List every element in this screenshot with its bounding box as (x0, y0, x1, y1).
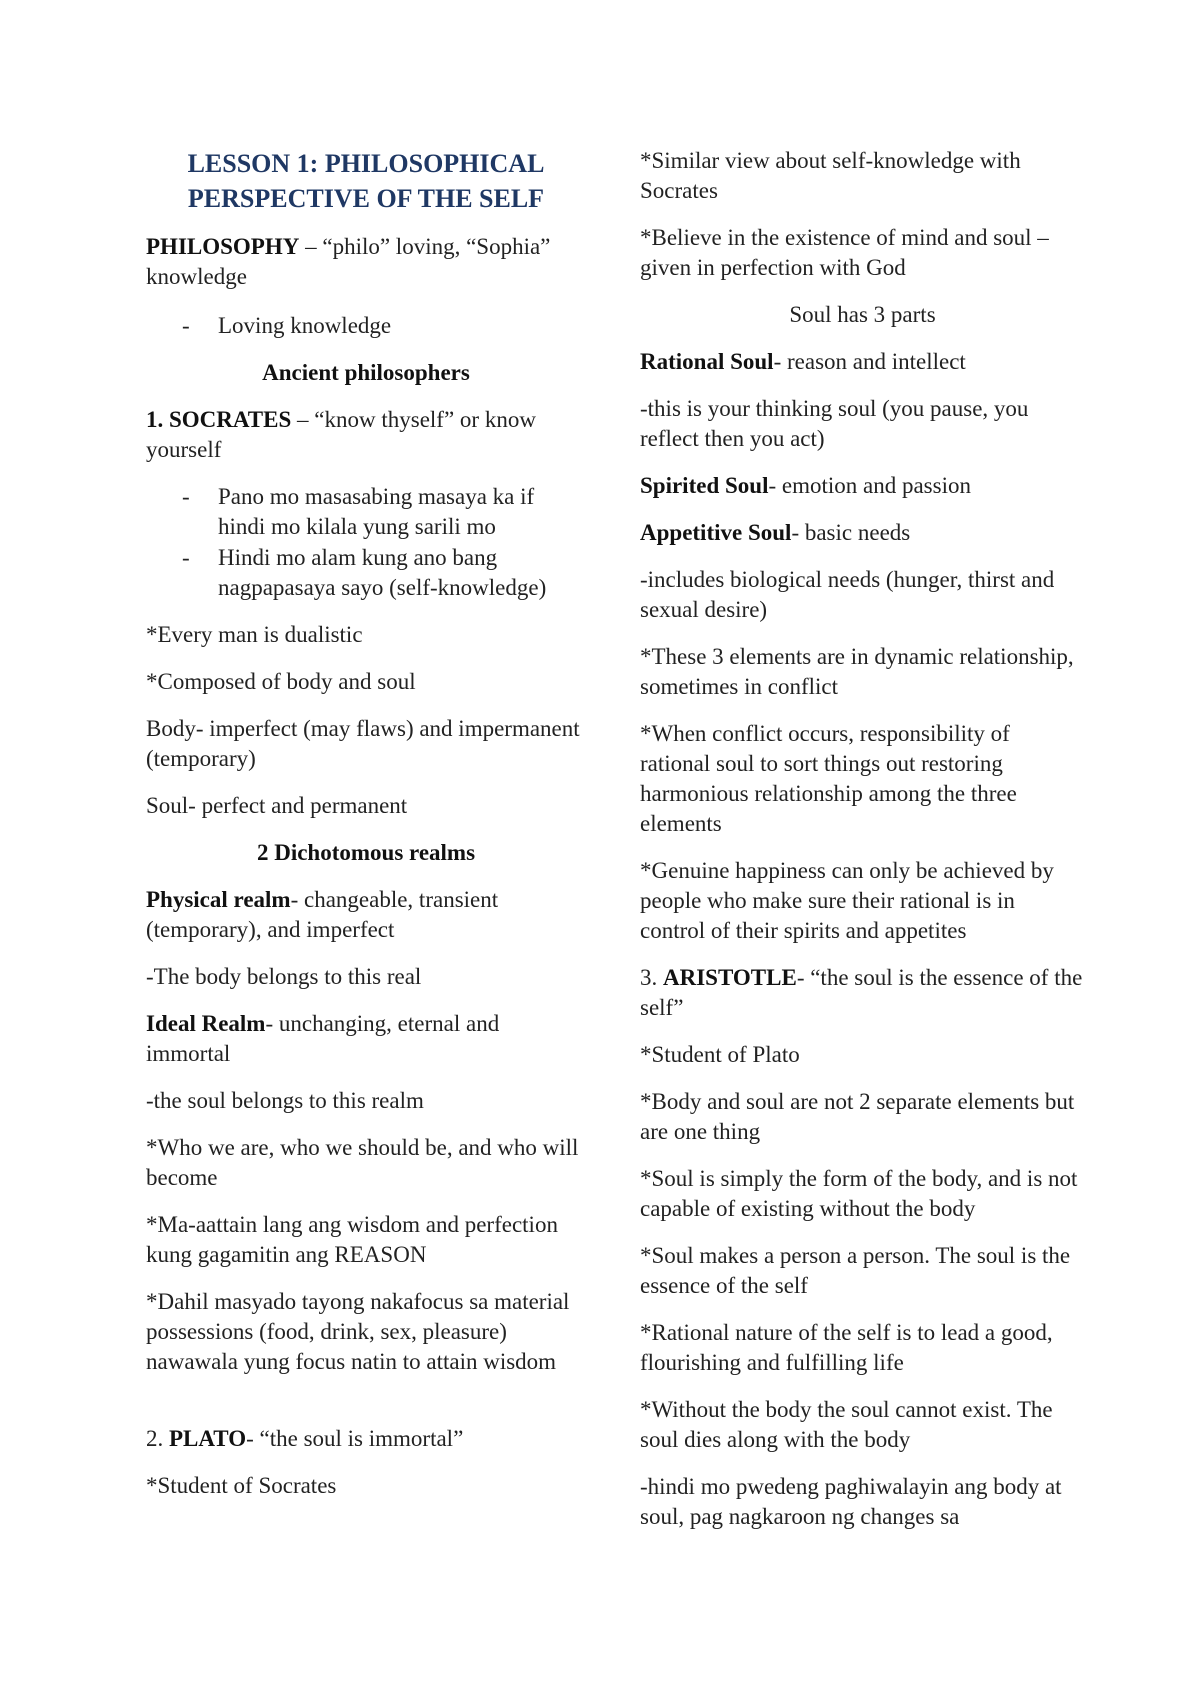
physical-realm-text: - changeable, transient (temporary), and imperfect (146, 887, 499, 942)
paragraph: *Without the body the soul cannot exist. The soul dies along with the body (640, 1397, 1053, 1452)
plato-num: 2. (146, 1426, 169, 1451)
lesson-title (146, 146, 586, 216)
socrates-name: SOCRATES (169, 407, 292, 432)
ancient-philosophers-heading: Ancient philosophers (262, 360, 470, 385)
paragraph: *Ma-aattain lang ang wisdom and perfection kung gagamitin ang REASON (146, 1212, 558, 1267)
appetitive-soul-text: - basic needs (791, 520, 911, 545)
socrates-num: 1. (146, 407, 169, 432)
socrates-heading (146, 405, 586, 465)
rational-soul-paragraph (640, 347, 1085, 377)
aristotle-text: - “the soul is the essence of the self” (640, 965, 1083, 1020)
physical-realm-paragraph (146, 885, 586, 945)
rational-soul-text: - reason and intellect (773, 349, 966, 374)
ideal-realm-text: - unchanging, eternal and immortal (146, 1011, 500, 1066)
paragraph: Body- imperfect (may flaws) and impermanent (temporary) (146, 716, 580, 771)
rational-soul-term: Rational Soul (640, 349, 774, 374)
paragraph: *Soul is simply the form of the body, and is not capable of existing without the body (640, 1166, 1078, 1221)
lesson-title-line2: PERSPECTIVE OF THE SELF (187, 184, 545, 213)
ideal-realm-term: Ideal Realm (146, 1011, 266, 1036)
appetitive-soul-term: Appetitive Soul (640, 520, 792, 545)
paragraph: *When conflict occurs, responsibility of rational soul to sort things out restoring harmonious relationship among the three elements (640, 721, 1017, 836)
aristotle-heading (640, 963, 1085, 1023)
paragraph: *Student of Socrates (146, 1473, 337, 1498)
paragraph: -The body belongs to this real (146, 964, 422, 989)
paragraph: -this is your thinking soul (you pause, you reflect then you act) (640, 396, 1029, 451)
soul-parts-heading: Soul has 3 parts (789, 302, 936, 327)
paragraph: *These 3 elements are in dynamic relationship, sometimes in conflict (640, 644, 1074, 699)
list-item-text: Pano mo masasabing masaya ka if hindi mo kilala yung sarili mo (218, 484, 535, 539)
paragraph: *Who we are, who we should be, and who will become (146, 1135, 579, 1190)
paragraph: *Similar view about self-knowledge with Socrates (640, 148, 1021, 203)
spirited-soul-paragraph (640, 471, 1085, 501)
paragraph: *Rational nature of the self is to lead a good, flourishing and fulfilling life (640, 1320, 1053, 1375)
philosophy-term: PHILOSOPHY (146, 234, 300, 259)
socrates-text: – “know thyself” or know yourself (146, 407, 536, 462)
list-item (146, 311, 586, 341)
appetitive-soul-paragraph (640, 518, 1085, 548)
dash-marker: - (182, 545, 190, 570)
physical-realm-term: Physical realm (146, 887, 291, 912)
plato-heading (146, 1424, 586, 1454)
dash-marker: - (182, 313, 190, 338)
dash-marker: - (182, 484, 190, 509)
list-item (146, 482, 586, 542)
paragraph: *Body and soul are not 2 separate elements but are one thing (640, 1089, 1075, 1144)
plato-name: PLATO (169, 1426, 247, 1451)
paragraph: *Soul makes a person a person. The soul is the essence of the self (640, 1243, 1071, 1298)
aristotle-num: 3. (640, 965, 663, 990)
paragraph: *Student of Plato (640, 1042, 800, 1067)
list-item (146, 543, 586, 603)
paragraph: Soul- perfect and permanent (146, 793, 408, 818)
philosophy-def: – “philo” loving, “Sophia” knowledge (146, 234, 551, 289)
philosophy-definition (146, 232, 586, 292)
list-item-text: Hindi mo alam kung ano bang nagpapasaya sayo (self-knowledge) (218, 545, 547, 600)
dichotomous-realms-heading: 2 Dichotomous realms (256, 840, 476, 865)
paragraph: -hindi mo pwedeng paghiwalayin ang body at soul, pag nagkaroon ng changes sa (640, 1474, 1062, 1529)
plato-text: - “the soul is immortal” (246, 1426, 464, 1451)
paragraph: -includes biological needs (hunger, thirst and sexual desire) (640, 567, 1055, 622)
paragraph: *Dahil masyado tayong nakafocus sa material possessions (food, drink, sex, pleasure) nawawala yung focus natin to attain wisdom (146, 1289, 570, 1374)
lesson-title-line1: LESSON 1: PHILOSOPHICAL (187, 149, 545, 178)
aristotle-name: ARISTOTLE (663, 965, 797, 990)
paragraph: -the soul belongs to this realm (146, 1088, 424, 1113)
spirited-soul-text: - emotion and passion (768, 473, 971, 498)
spirited-soul-term: Spirited Soul (640, 473, 769, 498)
paragraph: *Composed of body and soul (146, 669, 416, 694)
paragraph: *Every man is dualistic (146, 622, 363, 647)
paragraph: *Genuine happiness can only be achieved by people who make sure their rational is in control of their spirits and appetites (640, 858, 1054, 943)
ideal-realm-paragraph (146, 1009, 586, 1069)
list-item-text: Loving knowledge (218, 313, 392, 338)
paragraph: *Believe in the existence of mind and soul – given in perfection with God (640, 225, 1049, 280)
